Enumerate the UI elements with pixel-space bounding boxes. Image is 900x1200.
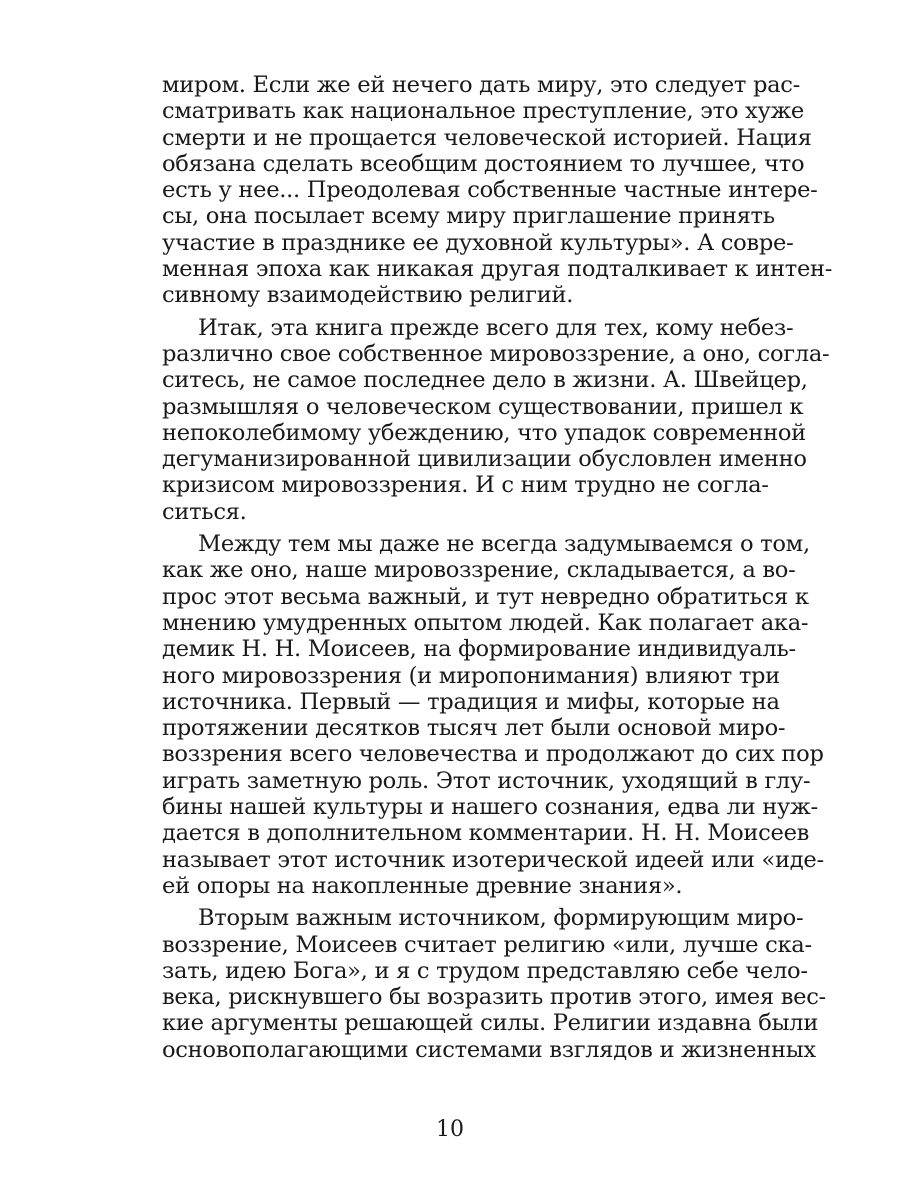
text-line: размышляя о человеческом существовании, пришел к	[162, 393, 804, 420]
text-line: мнению умудренных опытом людей. Как полагает ака-	[162, 609, 809, 636]
text-line: основополагающими системами взглядов и жизненных	[162, 1036, 816, 1063]
paragraph-3	[162, 531, 824, 899]
text-line: кризисом мировоззрения. И с ним трудно не согла-	[162, 472, 769, 499]
text-line: протяжении десятков тысяч лет были основой миро-	[162, 715, 786, 742]
body-text	[162, 72, 833, 1063]
text-line: миром. Если же ей нечего дать миру, это следует рас-	[162, 72, 800, 98]
text-line: демик Н. Н. Моисеев, на формирование индивидуаль-	[162, 636, 796, 663]
text-line: источника. Первый — традиция и мифы, которые на	[162, 688, 780, 715]
text-line: дегуманизированной цивилизации обусловлен именно	[162, 446, 807, 473]
text-line: сы, она посылает всему миру приглашение принять	[162, 203, 775, 230]
paragraph-4	[162, 905, 826, 1063]
text-line: обязана сделать всеобщим достоянием то лучшее, что	[162, 150, 805, 177]
text-line: ситесь, не самое последнее дело в жизни. А. Швейцер,	[162, 367, 808, 394]
text-line: бины нашей культуры и нашего сознания, едва ли нуж-	[162, 794, 818, 821]
text-line: называет этот источник изотерической идеей или «иде-	[162, 846, 824, 873]
paragraph-2	[162, 314, 830, 525]
text-line: участие в празднике ее духовной культуры». А совре-	[162, 229, 794, 256]
text-line: Итак, эта книга прежде всего для тех, кому небез-	[198, 314, 794, 341]
text-line: воззрение, Моисеев считает религию «или, лучше ска-	[162, 931, 812, 958]
text-line: менная эпоха как никакая другая подталкивает к интен-	[162, 256, 833, 283]
text-line: ситься.	[162, 498, 247, 525]
text-line: сматривать как национальное преступление, это хуже	[162, 98, 805, 125]
text-line: непоколебимому убеждению, что упадок современной	[162, 419, 806, 446]
text-line: различно свое собственное мировоззрение, а оно, согла-	[162, 340, 830, 367]
paragraph-1	[162, 72, 833, 309]
text-line: века, рискнувшего бы возразить против этого, имея вес-	[162, 984, 826, 1011]
text-line: дается в дополнительном комментарии. Н. Н. Моисеев	[162, 820, 810, 847]
text-line: сивному взаимодействию религий.	[162, 282, 574, 309]
text-line: кие аргументы решающей силы. Религии издавна были	[162, 1010, 819, 1037]
text-line: как же оно, наше мировоззрение, складывается, а во-	[162, 557, 796, 584]
text-line: смерти и не прощается человеческой историей. Нация	[162, 124, 812, 151]
text-line: есть у нее... Преодолевая собственные частные интере-	[162, 177, 818, 204]
text-line: ного мировоззрения (и миропонимания) влияют три	[162, 662, 780, 689]
text-line: прос этот весьма важный, и тут невредно обратиться к	[162, 583, 809, 610]
text-line: Вторым важным источником, формирующим миро-	[198, 905, 804, 932]
text-line: зать, идею Бога», и я с трудом представляю себе чело-	[162, 957, 808, 984]
text-line: Между тем мы даже не всегда задумываемся о том,	[198, 531, 810, 558]
text-line: ей опоры на накопленные древние знания».	[162, 872, 683, 899]
page-number: 10	[436, 1117, 464, 1142]
text-line: играть заметную роль. Этот источник, уходящий в глу-	[162, 767, 811, 794]
text-line: воззрения всего человечества и продолжают до сих пор	[162, 741, 824, 768]
